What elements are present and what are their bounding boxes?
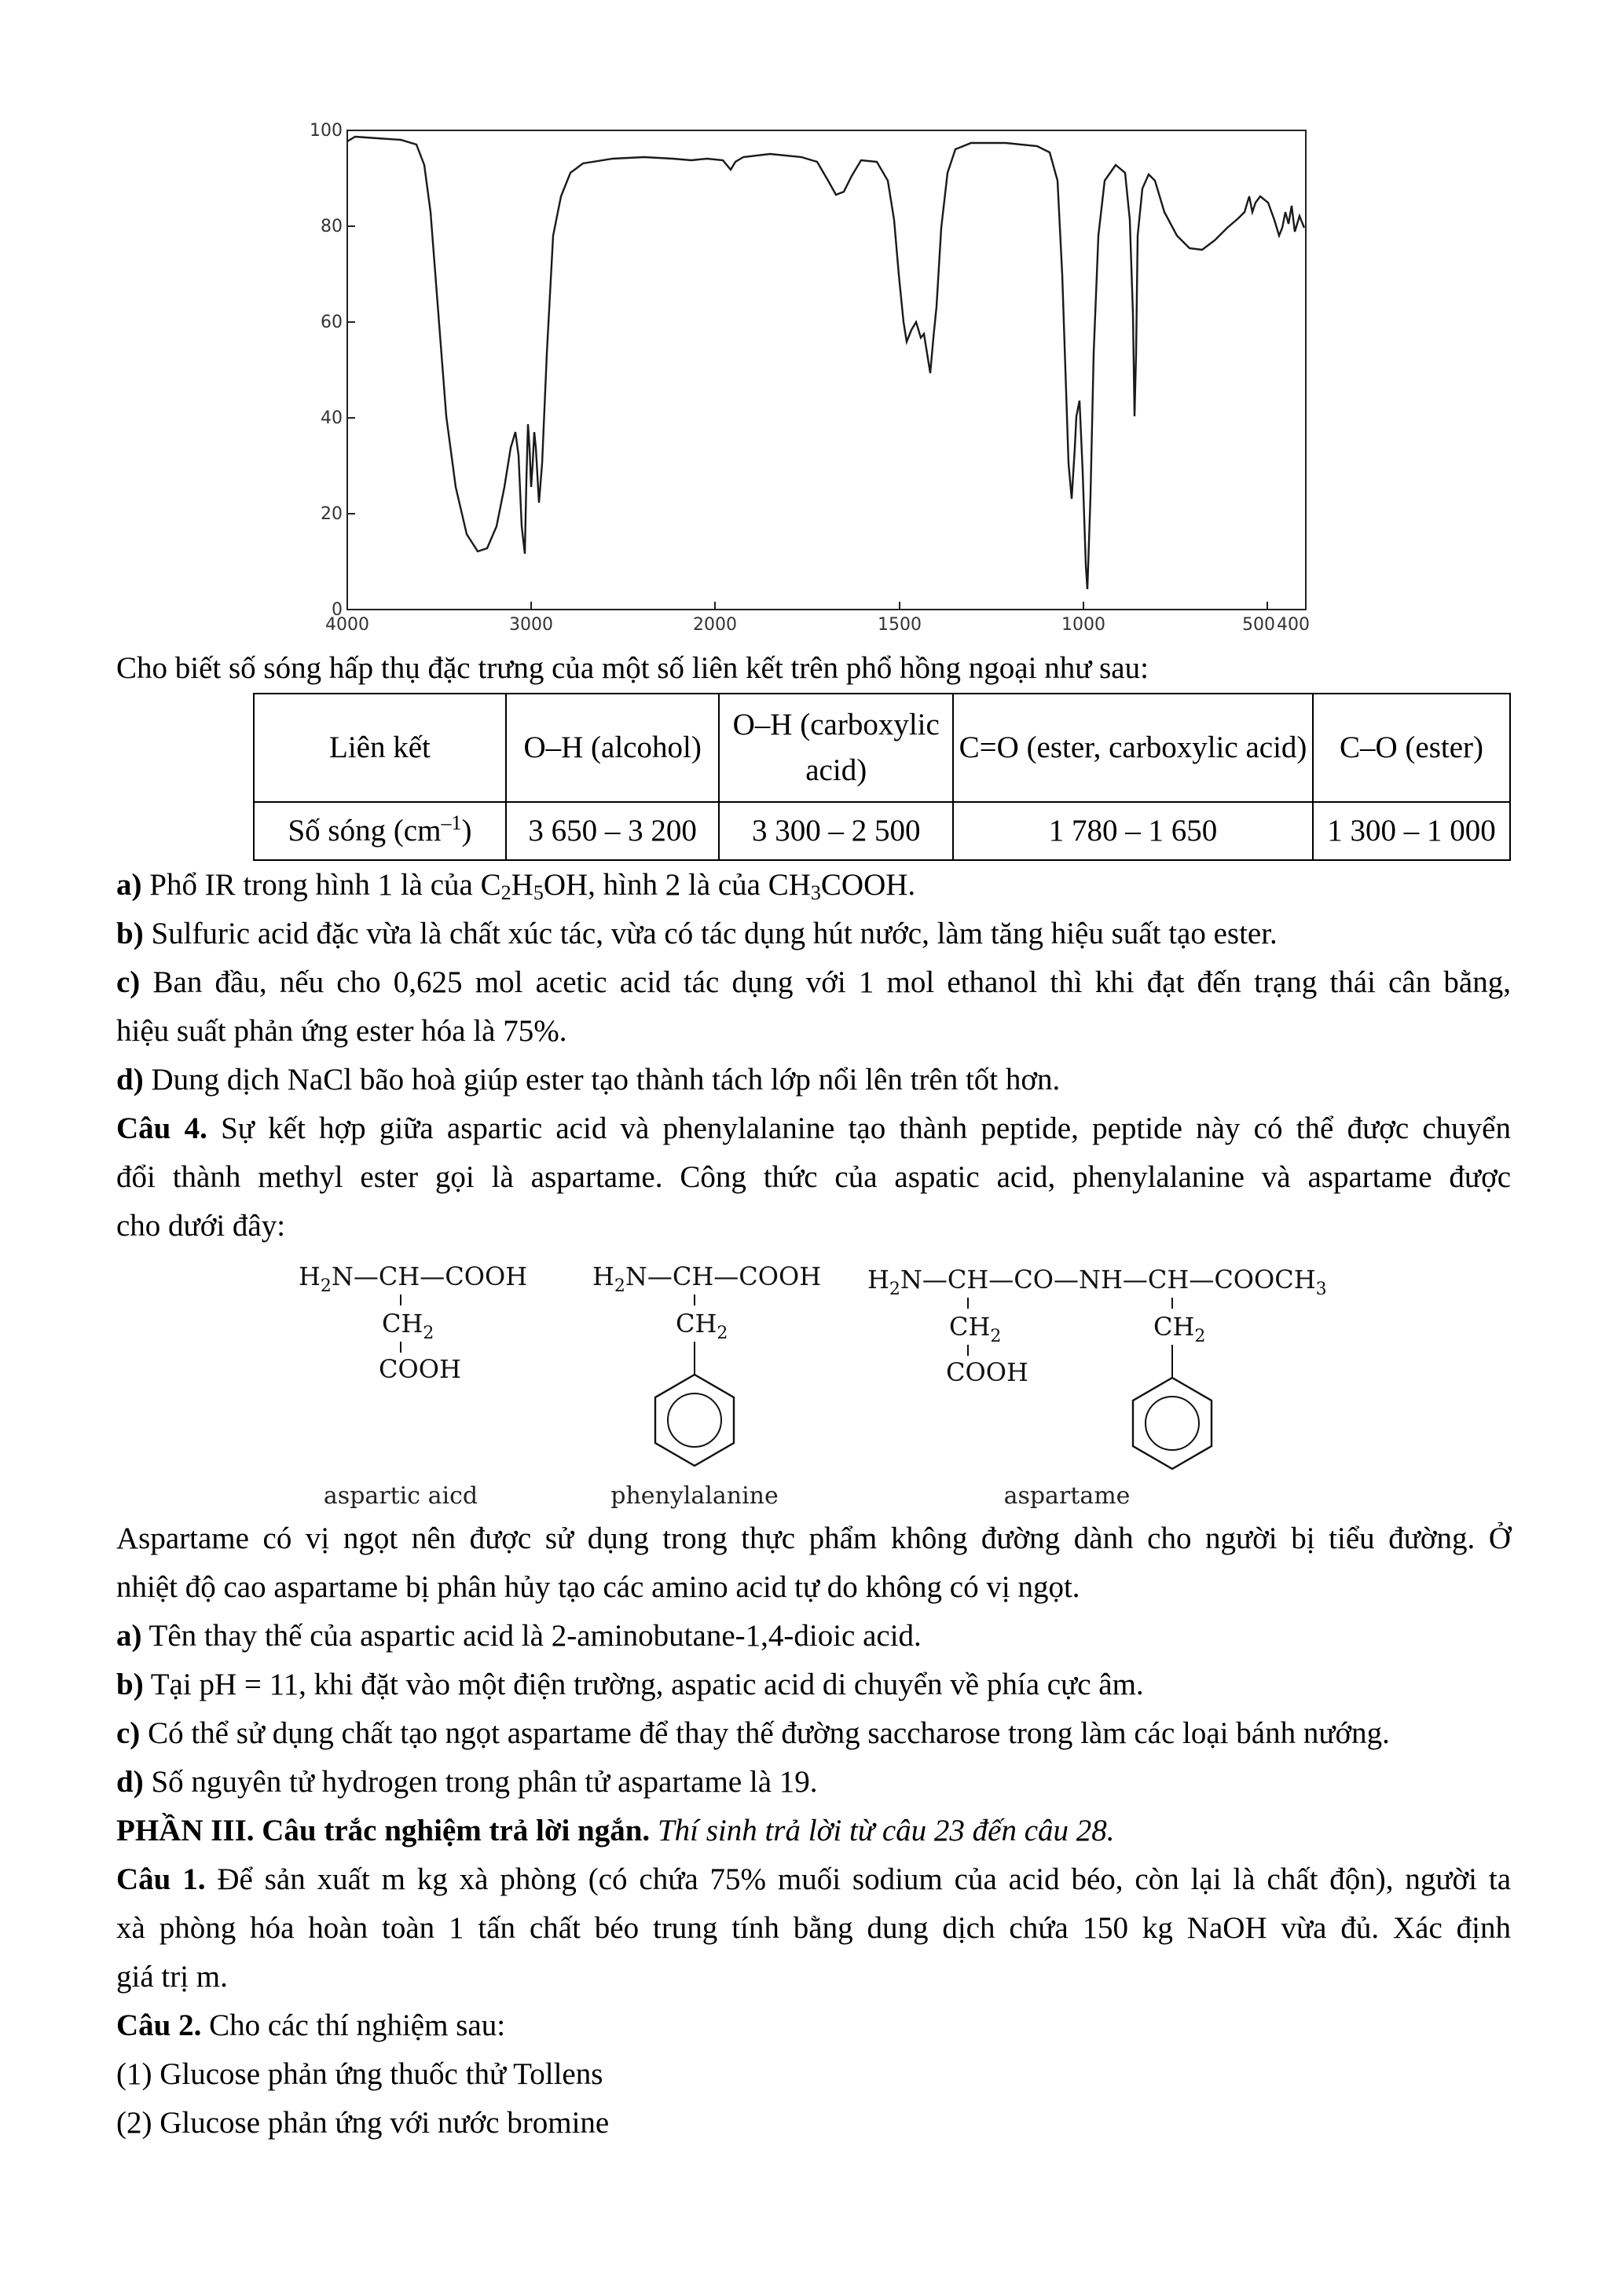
ir-table-intro: Cho biết số sóng hấp thụ đặc trưng của một số liên kết trên phổ hồng ngoại như sau: <box>116 651 1149 685</box>
y-tick-marks <box>347 130 355 610</box>
x-tick-label: 4000 <box>325 615 369 635</box>
x-tick-label: 2000 <box>693 615 737 635</box>
table-cell: 3 300 – 2 500 <box>719 802 953 860</box>
table-cell: O–H (alcohol) <box>506 694 719 802</box>
part3-heading: PHẦN III. Câu trắc nghiệm trả lời ngắn. Thí sinh trả lời từ câu 23 đến câu 28. <box>116 1814 1115 1847</box>
svg-text:CH2: $CH_2$ <box>676 1309 728 1343</box>
svg-text:COOH: COOH <box>946 1357 1028 1387</box>
svg-text:CH2: $CH_2$ <box>382 1309 434 1343</box>
table-row-label: Số sóng $(cm^{-1})$ <box>254 802 506 860</box>
x-tick-label: 400 <box>1277 615 1310 635</box>
svg-text:CH2: $CH_2$ <box>949 1312 1002 1346</box>
q4-statement-d: d) Số nguyên tử hydrogen trong phân tử aspartame là 19. <box>116 1765 818 1799</box>
table-header-row <box>254 694 1510 802</box>
q4-stem-line2: đổi thành methyl ester gọi là aspartame. Công thức của aspatic acid, phenylalanine và aspartame được <box>116 1160 1511 1194</box>
y-tick-label: 0 <box>332 600 343 620</box>
table-cell: C=O (ester, carboxylic acid) <box>953 694 1313 802</box>
q3-statement-c-cont: hiệu suất phản ứng ester hóa là 75%. <box>116 1014 567 1048</box>
x-tick-marks <box>347 602 1267 610</box>
svg-text:COOH: COOH <box>379 1354 461 1384</box>
x-tick-label: 3000 <box>509 615 553 635</box>
y-tick-label: 60 <box>321 313 343 332</box>
y-tick-label: 40 <box>321 408 343 428</box>
q4-statement-b: b) Tại pH = 11, khi đặt vào một điện trường, aspatic acid di chuyển về phía cực âm. <box>116 1668 1144 1701</box>
c1-line3: giá trị m. <box>116 1960 228 1994</box>
q4-statement-c: c) Có thể sử dụng chất tạo ngọt aspartame để thay thế đường saccharose trong làm các loại bánh nướng. <box>116 1716 1390 1750</box>
c2-item-1: (1) Glucose phản ứng thuốc thử Tollens <box>116 2057 603 2091</box>
structural-formulas <box>116 1254 1511 1513</box>
ir-wavenumber-table <box>253 693 1511 861</box>
table-cell: 1 780 – 1 650 <box>953 802 1313 860</box>
caption-aspartic-acid: aspartic aicd <box>323 1482 478 1510</box>
x-tick-label: 500 <box>1242 615 1275 635</box>
c2-item-2: (2) Glucose phản ứng với nước bromine <box>116 2106 610 2140</box>
table-row <box>254 802 1510 860</box>
y-tick-label: 100 <box>310 121 343 141</box>
caption-phenylalanine: phenylalanine <box>610 1482 779 1510</box>
q3-statement-c: c) Ban đầu, nếu cho 0,625 mol acetic acid tác dụng với 1 mol ethanol thì khi đạt đến trạng thái cân bằng, <box>116 965 1511 999</box>
q4-context-line2: nhiệt độ cao aspartame bị phân hủy tạo các amino acid tự do không có vị ngọt. <box>116 1570 1080 1604</box>
phenylalanine-structure <box>592 1262 821 1466</box>
table-cell: C–O (ester) <box>1313 694 1510 802</box>
ir-spectrum-svg <box>299 118 1351 636</box>
q4-stem-line1: Câu 4. Sự kết hợp giữa aspartic acid và phenylalanine tạo thành peptide, peptide này có thể được chuyển <box>116 1111 1511 1145</box>
c1-line1: Câu 1. Để sản xuất m kg xà phòng (có chứa 75% muối sodium của acid béo, còn lại là chất độn), người ta <box>116 1862 1511 1896</box>
q3-statement-a: a) Phổ IR trong hình 1 là của $C_2H_5OH$, hình 2 là của $CH_3COOH$. <box>116 868 916 904</box>
q3-statement-d: d) Dung dịch NaCl bão hoà giúp ester tạo thành tách lớp nổi lên trên tốt hơn. <box>116 1063 1061 1097</box>
ir-spectrum-figure <box>299 118 1351 636</box>
q4-context-line1: Aspartame có vị ngọt nên được sử dụng trong thực phẩm không đường dành cho người bị tiểu đường. Ở <box>116 1522 1511 1555</box>
q4-statement-a: a) Tên thay thế của aspartic acid là 2-aminobutane-1,4-dioic acid. <box>116 1619 922 1653</box>
y-tick-label: 80 <box>321 217 343 236</box>
table-cell: 3 650 – 3 200 <box>506 802 719 860</box>
y-tick-label: 20 <box>321 504 343 524</box>
table-cell: O–H (carboxylic acid) <box>719 694 953 802</box>
aspartame-structure <box>867 1265 1327 1469</box>
structural-formulas-svg <box>116 1254 1511 1513</box>
x-tick-label: 1500 <box>878 615 922 635</box>
svg-text:CH2: $CH_2$ <box>1153 1312 1206 1346</box>
x-tick-label: 1000 <box>1061 615 1105 635</box>
table-cell: Liên kết <box>254 694 506 802</box>
q3-statement-b: b) Sulfuric acid đặc vừa là chất xúc tác, vừa có tác dụng hút nước, làm tăng hiệu suất tạo ester. <box>116 917 1278 950</box>
c1-line2: xà phòng hóa hoàn toàn 1 tấn chất béo trung tính bằng dung dịch chứa 150 kg NaOH vừa đủ. Xác định <box>116 1911 1511 1945</box>
table-cell: 1 300 – 1 000 <box>1313 802 1510 860</box>
aspartic-acid-structure <box>299 1262 527 1384</box>
ir-absorption-trace <box>347 137 1304 589</box>
caption-aspartame: aspartame <box>1003 1482 1131 1510</box>
document-body <box>116 644 1511 2148</box>
svg-text:H2N—CH—COOH: $H_2N—CH—COOH$ <box>299 1262 528 1296</box>
q4-stem-line3: cho dưới đây: <box>116 1209 286 1243</box>
svg-text:H2N—CH—COOH: $H_2N—CH—COOH$ <box>592 1262 822 1296</box>
svg-text:H2N—CH—CO—NH—CH—COOCH3: $H_2N—CH—CO—NH—CH—COOCH_3$ <box>867 1265 1327 1299</box>
c2-stem: Câu 2. Cho các thí nghiệm sau: <box>116 2009 506 2042</box>
